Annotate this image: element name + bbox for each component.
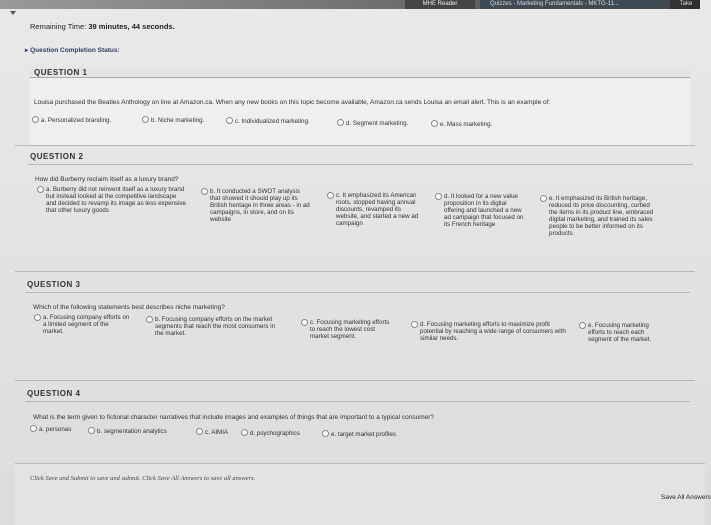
tab-mhe-reader[interactable]: MHE Reader: [405, 0, 475, 9]
q1-option-d-label: d. Segment marketing.: [346, 120, 409, 127]
radio-button[interactable]: [579, 322, 586, 329]
q1-option-d[interactable]: [337, 119, 408, 127]
q3-option-e-label: e. Focusing marketing efforts to reach each segment of the market.: [588, 322, 652, 343]
remaining-time-label: Remaining Time:: [30, 22, 87, 31]
radio-button[interactable]: [431, 120, 438, 127]
q3-option-d-label: d. Focusing marketing efforts to maximize profit potential by reaching a wide range of consumers with similar needs.: [420, 321, 566, 342]
question-3-text: Which of the following statements best describes niche marketing?: [33, 304, 225, 311]
q2-option-b-label: b. It conducted a SWOT analysis that showed it should play up its British heritage in three areas - in ad campaigns, in store, and on its website: [210, 188, 310, 223]
q2-option-c[interactable]: [336, 192, 424, 227]
question-1-header: [30, 67, 690, 78]
completion-status-label: Question Completion Status:: [30, 47, 120, 54]
radio-button[interactable]: [327, 192, 334, 199]
q1-option-c-label: c. Individualized marketing.: [235, 118, 310, 125]
q4-option-b-label: b. segmentation analytics: [97, 428, 167, 435]
q3-option-a[interactable]: [43, 314, 131, 335]
q4-option-a-label: a. personas: [39, 426, 72, 433]
q4-option-c-label: c. AIMIA: [205, 429, 229, 436]
q2-option-c-label: c. It emphasized its American roots, stopped having annual discounts, revamped its website, and started a new ad campaign: [336, 192, 419, 227]
q3-option-d[interactable]: [420, 321, 570, 342]
radio-button[interactable]: [301, 319, 308, 326]
q3-option-e[interactable]: [588, 322, 658, 343]
q2-option-d[interactable]: [444, 193, 528, 228]
divider: [25, 292, 690, 293]
q2-option-e[interactable]: [549, 195, 654, 237]
radio-button[interactable]: [337, 119, 344, 126]
radio-button[interactable]: [322, 430, 329, 437]
save-all-answers-button[interactable]: Save All Answers: [661, 494, 711, 501]
remaining-time: [30, 22, 175, 31]
q1-option-b-label: b. Niche marketing.: [151, 117, 205, 124]
radio-button[interactable]: [146, 316, 153, 323]
browser-tab-bar: [0, 0, 700, 9]
q3-option-b-label: b. Focusing company efforts on the market segments that reach the most consumers in the market.: [155, 316, 276, 337]
divider: [15, 145, 695, 146]
q4-option-b[interactable]: [88, 427, 167, 435]
q2-option-e-label: e. It emphasized its British heritage, reduced its price discounting, curbed the items in its product line, embraced digital marketing, and trained its sales people to be better informed on its products: [549, 195, 654, 237]
q1-option-c[interactable]: [226, 117, 310, 125]
question-1-text: Louisa purchased the Beatles Anthology on line at Amazon.ca. When any new books on this topic become available, Amazon.ca sends Louisa an email alert. This is an example of:: [34, 99, 551, 106]
radio-button[interactable]: [142, 116, 149, 123]
divider: [25, 401, 690, 402]
radio-button[interactable]: [241, 429, 248, 436]
chevron-down-icon[interactable]: [10, 11, 16, 15]
radio-button[interactable]: [226, 117, 233, 124]
radio-button[interactable]: [540, 195, 547, 202]
radio-button[interactable]: [88, 427, 95, 434]
footer-panel: [15, 463, 705, 525]
radio-button[interactable]: [201, 188, 208, 195]
q4-option-d-label: d. psychographics: [250, 430, 300, 437]
q4-option-e-label: e. target market profiles: [331, 431, 396, 438]
q1-option-b[interactable]: [142, 116, 204, 124]
q4-option-e[interactable]: [322, 430, 396, 438]
question-4-text: What is the term given to fictional character narratives that include images and examples of things that are important to a typical consumer?: [33, 414, 435, 421]
divider: [28, 164, 693, 165]
radio-button[interactable]: [411, 321, 418, 328]
q4-option-d[interactable]: [241, 429, 300, 437]
q1-option-e-label: e. Mass marketing.: [440, 121, 493, 128]
question-2-label: QUESTION 2: [30, 152, 84, 161]
remaining-time-value: 39 minutes, 44 seconds.: [88, 22, 175, 31]
q4-option-c[interactable]: [196, 428, 228, 436]
q2-option-a[interactable]: [46, 186, 186, 214]
q4-option-a[interactable]: [30, 425, 71, 433]
tab-take[interactable]: Take: [679, 1, 693, 7]
q3-option-b[interactable]: [155, 316, 285, 337]
radio-button[interactable]: [32, 116, 39, 123]
q2-option-d-label: d. It looked for a new value proposition in its digital offering and launched a new ad campaign that focused on its French heritage: [444, 193, 524, 228]
tab-quiz[interactable]: Quizzes - Marketing Fundamentals - MKTG-11...: [480, 0, 670, 9]
radio-button[interactable]: [34, 314, 41, 321]
q1-option-a-label: a. Personalized branding.: [41, 117, 112, 124]
question-4-label: QUESTION 4: [27, 389, 81, 398]
q1-option-a[interactable]: [32, 116, 111, 124]
radio-button[interactable]: [37, 186, 44, 193]
question-2-text: How did Burberry reclaim itself as a luxury brand?: [35, 176, 179, 183]
radio-button[interactable]: [30, 425, 37, 432]
question-1-label: QUESTION 1: [34, 68, 88, 77]
q2-option-a-label: a. Burberry did not reinvent itself as a luxury brand but instead looked at the competitive landscape and decided to revamp its image as less expensive that other luxury goods: [46, 186, 186, 214]
radio-button[interactable]: [435, 193, 442, 200]
question-completion-status[interactable]: [25, 46, 120, 54]
q3-option-c[interactable]: [310, 319, 394, 340]
q1-option-e[interactable]: [431, 120, 492, 128]
footer-instructions: Click Save and Submit to save and submit. Click Save All Answers to save all answers.: [30, 475, 256, 482]
divider: [15, 380, 695, 381]
question-3-label: QUESTION 3: [27, 280, 81, 289]
divider: [15, 271, 695, 272]
expand-icon: ▸: [25, 47, 31, 54]
q3-option-a-label: a. Focusing company efforts on a limited segment of the market.: [43, 314, 130, 335]
q3-option-c-label: c. Focusing marketing efforts to reach the lowest cost market segment.: [310, 319, 390, 340]
q2-option-b[interactable]: [210, 188, 310, 223]
radio-button[interactable]: [196, 428, 203, 435]
